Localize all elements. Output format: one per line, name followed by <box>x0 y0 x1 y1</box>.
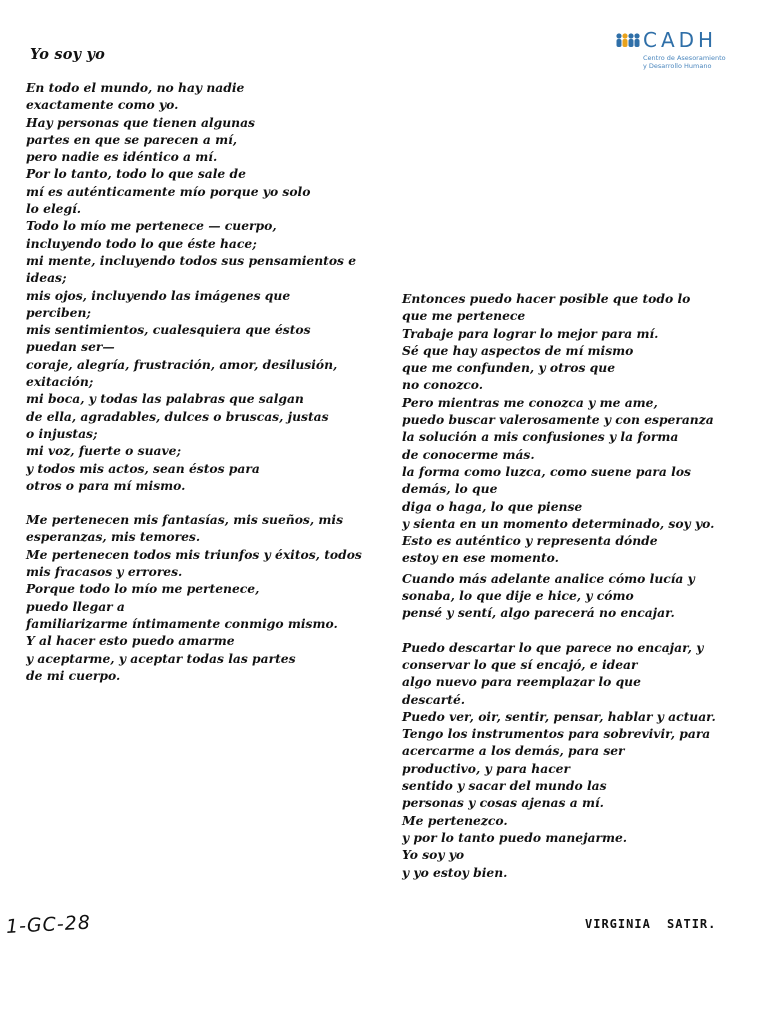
poem-line: y sienta en un momento determinado, soy yo. <box>402 515 715 531</box>
poem-line: Cuando más adelante analice cómo lucía y <box>402 570 695 586</box>
poem-line: Y al hacer esto puedo amarme <box>26 633 235 649</box>
poem-line: Porque todo lo mío me pertenece, <box>26 581 260 597</box>
poem-line: Me pertenecen todos mis triunfos y éxitos, todos <box>26 546 362 562</box>
poem-line: exactamente como yo. <box>26 97 179 113</box>
poem-right-column <box>402 290 716 881</box>
poem-line: y por lo tanto puedo manejarme. <box>402 829 628 845</box>
poem-line: sentido y sacar del mundo las <box>402 778 607 794</box>
poem-line: y aceptarme, y aceptar todas las partes <box>26 650 296 666</box>
poem-line: partes en que se parecen a mí, <box>26 131 238 147</box>
poem-line: Todo lo mío me pertenece — cuerpo, <box>26 218 277 234</box>
poem-line: Pero mientras me conozca y me ame, <box>402 394 658 410</box>
poem-line: Esto es auténtico y representa dónde <box>402 533 658 549</box>
poem-line: productivo, y para hacer <box>402 760 570 776</box>
poem-line: mi mente, incluyendo todos sus pensamientos e <box>26 252 357 268</box>
poem-line: puedo llegar a <box>26 598 125 614</box>
poem-line: Trabaje para lograr lo mejor para mí. <box>402 325 659 341</box>
poem-line: lo elegí. <box>26 201 82 217</box>
poem-line: incluyendo todo lo que éste hace; <box>26 235 257 251</box>
stanza <box>26 79 362 494</box>
poem-line: demás, lo que <box>402 481 498 497</box>
poem-line: conservar lo que sí encajó, e idear <box>402 656 638 672</box>
poem-line: sonaba, lo que dije e hice, y cómo <box>402 588 634 604</box>
poem-line: perciben; <box>26 304 91 320</box>
poem-line: mi voz, fuerte o suave; <box>26 443 181 459</box>
poem-line: mis sentimientos, cualesquiera que éstos <box>26 322 311 338</box>
poem-line: la solución a mis confusiones y la forma <box>402 429 679 445</box>
poem-line: exitación; <box>26 374 94 390</box>
poem-line: familiarizarme íntimamente conmigo mismo. <box>26 615 338 631</box>
poem-line: no conozco. <box>402 377 483 393</box>
poem-line: Tengo los instrumentos para sobrevivir, para <box>402 726 711 742</box>
stanza <box>402 570 716 622</box>
poem-line: mis fracasos y errores. <box>26 564 183 580</box>
poem-line: Hay personas que tienen algunas <box>26 114 255 130</box>
poem-line: otros o para mí mismo. <box>26 477 186 493</box>
poem-line: diga o haga, lo que piense <box>402 498 583 514</box>
document-code: 1-GC-28 <box>5 911 92 938</box>
poem-line: de ella, agradables, dulces o bruscas, justas <box>26 408 329 424</box>
poem-line: coraje, alegría, frustración, amor, desilusión, <box>26 356 338 372</box>
poem-line: Yo soy yo <box>402 847 465 863</box>
poem-line: mí es auténticamente mío porque yo solo <box>26 183 311 199</box>
poem-line: o injustas; <box>26 425 98 441</box>
poem-line: que me pertenece <box>402 308 526 324</box>
poem-line: pero nadie es idéntico a mí. <box>26 149 218 165</box>
poem-line: que me confunden, y otros que <box>402 360 616 376</box>
stanza <box>402 639 716 881</box>
poem-line: Por lo tanto, todo lo que sale de <box>26 166 246 182</box>
poem-line: pensé y sentí, algo parecerá no encajar. <box>402 605 675 621</box>
poem-line: Puedo ver, oir, sentir, pensar, hablar y actuar. <box>402 708 716 724</box>
poem-line: y yo estoy bien. <box>402 864 508 880</box>
poem-line: la forma como luzca, como suene para los <box>402 463 691 479</box>
poem-line: algo nuevo para reemplazar lo que <box>402 674 641 690</box>
poem-title: Yo soy yo <box>30 46 106 63</box>
stanza <box>402 290 716 567</box>
poem-line: de mi cuerpo. <box>26 667 121 683</box>
poem-line: mis ojos, incluyendo las imágenes que <box>26 287 291 303</box>
poem-line: puedo buscar valerosamente y con esperanza <box>402 412 714 428</box>
poem-left-column <box>26 79 362 684</box>
poem-line: descarté. <box>402 691 466 707</box>
logo-wordmark: CADH <box>643 28 718 52</box>
poem-line: y todos mis actos, sean éstos para <box>26 460 260 476</box>
poem-line: Entonces puedo hacer posible que todo lo <box>402 291 691 306</box>
people-logo-icon <box>615 32 641 48</box>
poem-line: Me pertenezco. <box>402 812 508 828</box>
poem-line: estoy en ese momento. <box>402 550 559 566</box>
poem-line: esperanzas, mis temores. <box>26 529 201 545</box>
poem-line: mi boca, y todas las palabras que salgan <box>26 391 304 407</box>
poem-line: Sé que hay aspectos de mí mismo <box>402 342 634 358</box>
stanza <box>26 511 362 684</box>
logo-tagline-line1: Centro de Asesoramiento <box>643 54 726 62</box>
author-signature: VIRGINIA SATIR. <box>585 917 717 931</box>
poem-line: Puedo descartar lo que parece no encajar, y <box>402 639 704 655</box>
poem-line: En todo el mundo, no hay nadie <box>26 80 245 95</box>
poem-line: de conocerme más. <box>402 446 535 462</box>
poem-line: personas y cosas ajenas a mí. <box>402 795 604 811</box>
poem-line: puedan ser— <box>26 339 115 355</box>
logo-tagline <box>643 54 726 70</box>
cadh-logo <box>615 28 755 76</box>
poem-line: ideas; <box>26 270 67 286</box>
logo-tagline-line2: y Desarrollo Humano <box>643 62 712 70</box>
poem-line: acercarme a los demás, para ser <box>402 743 625 759</box>
poem-line: Me pertenecen mis fantasías, mis sueños, mis <box>26 512 344 528</box>
